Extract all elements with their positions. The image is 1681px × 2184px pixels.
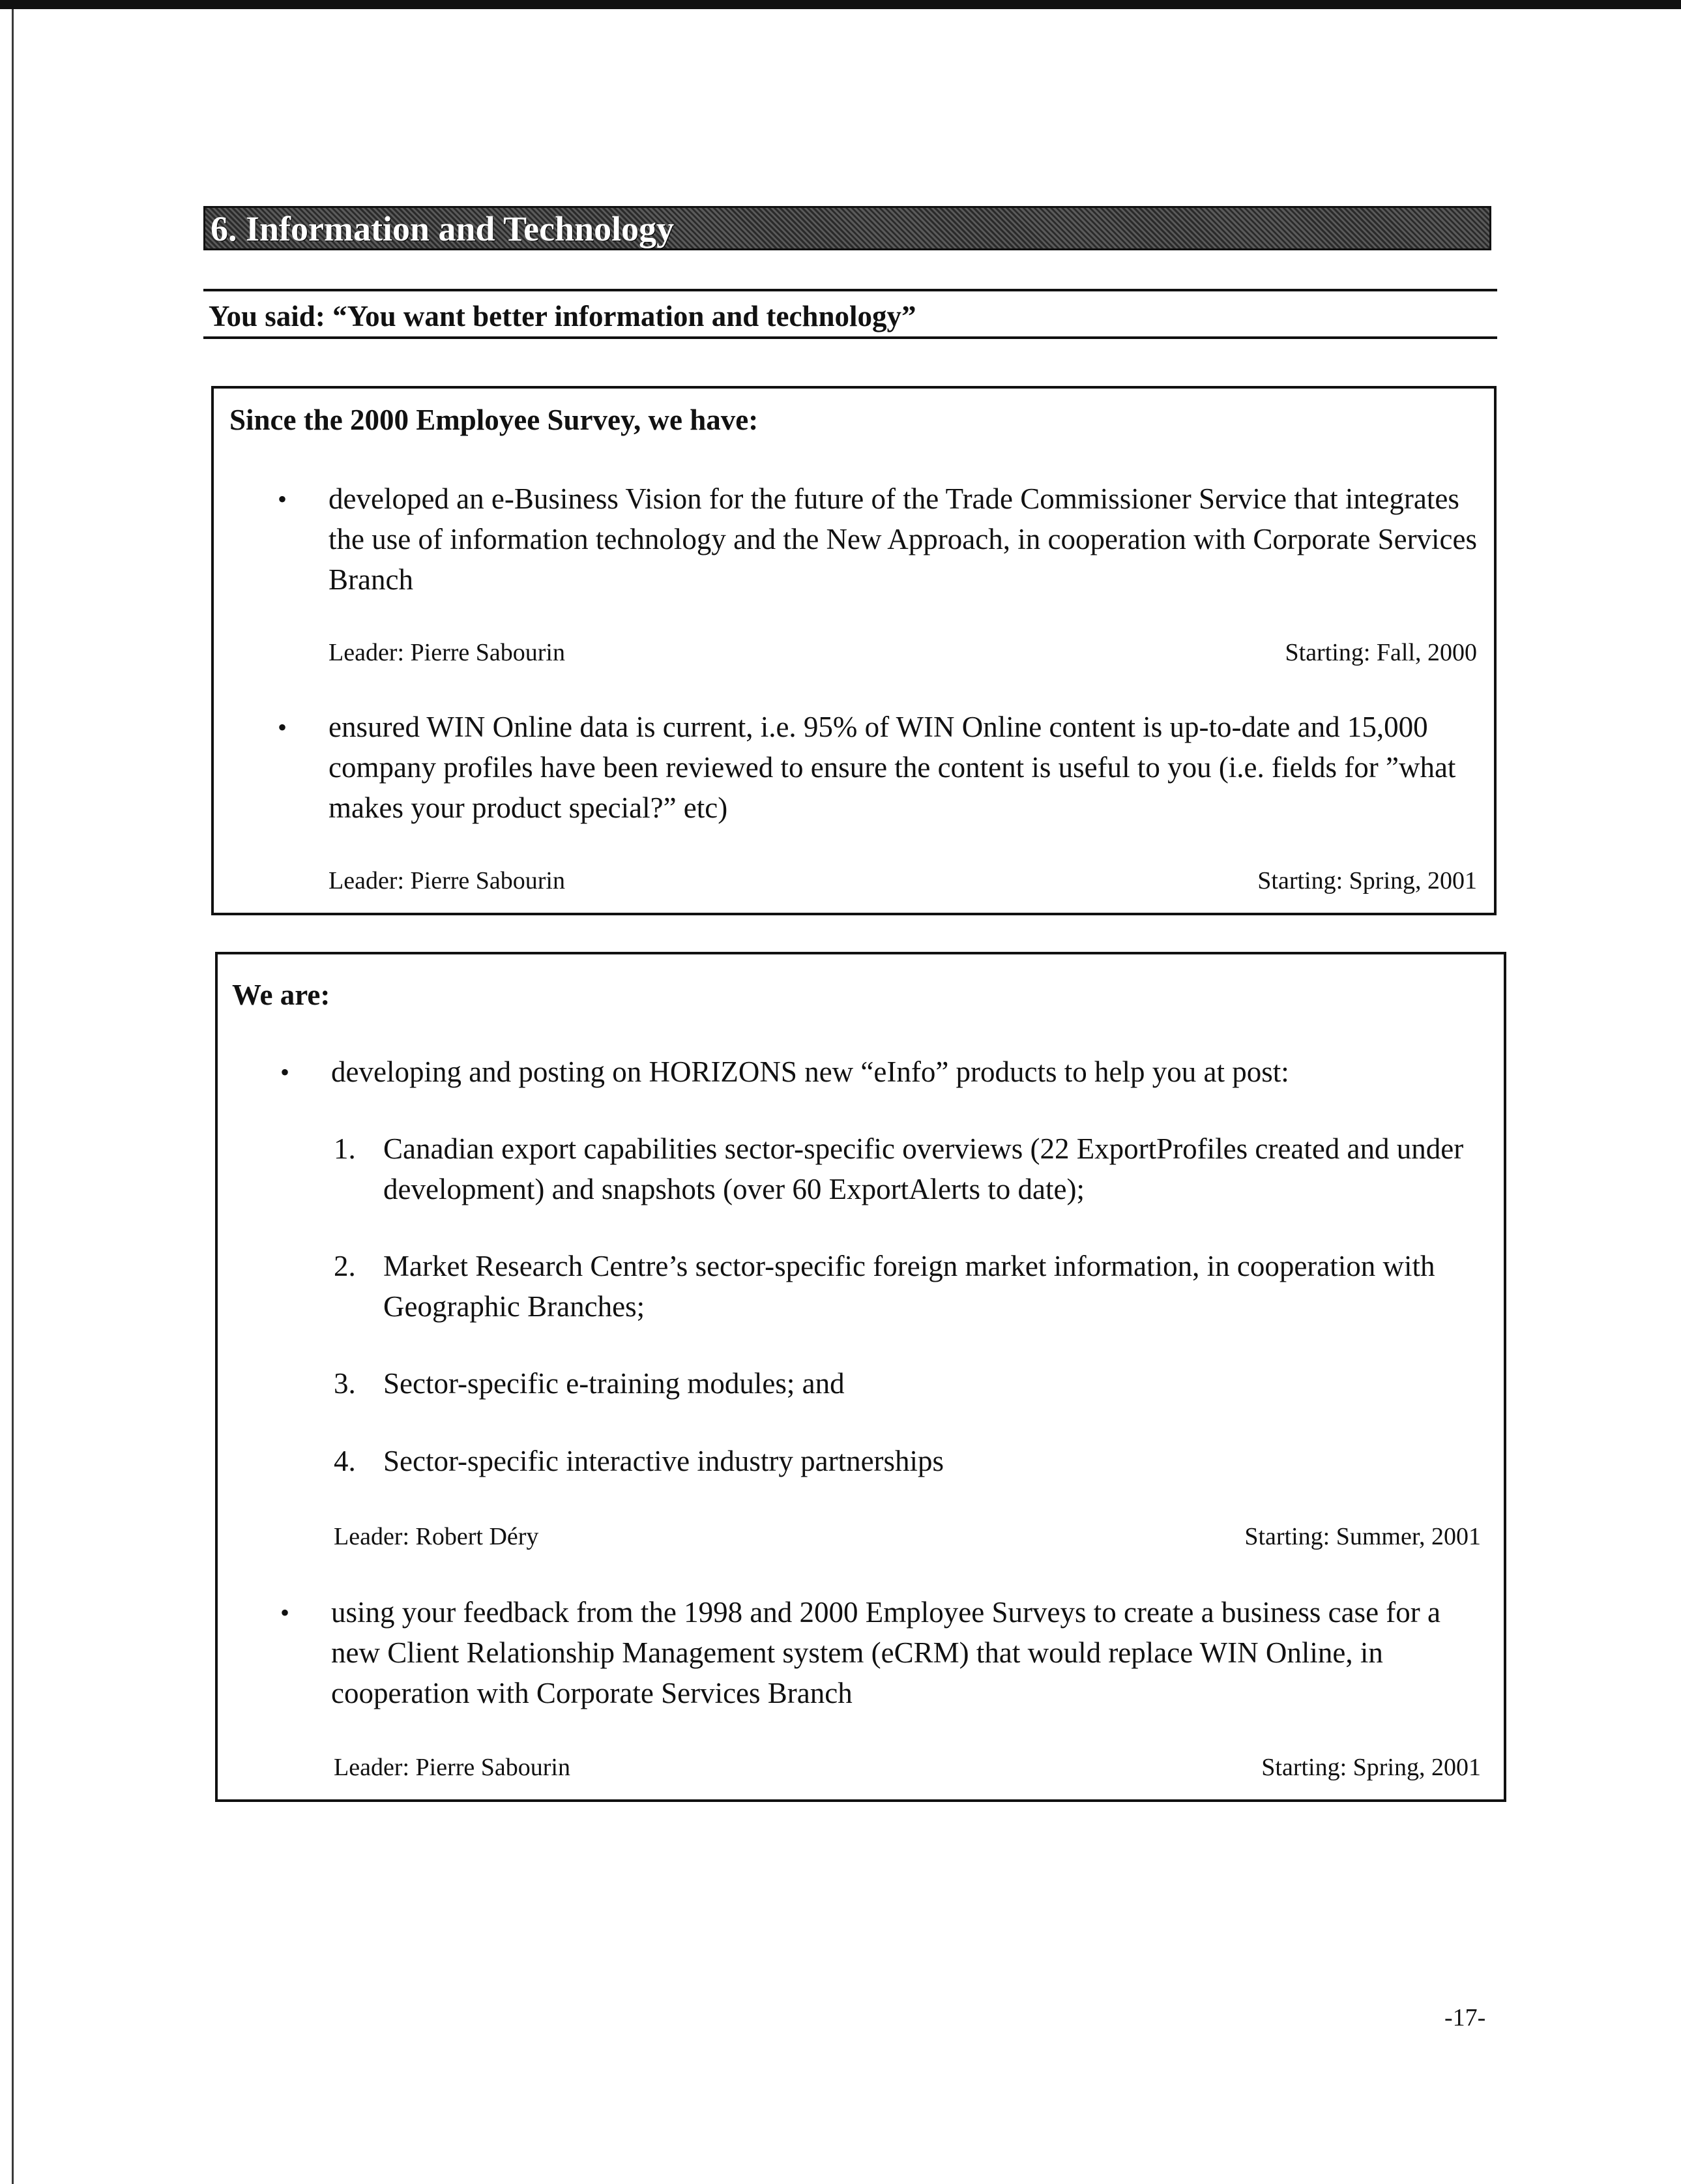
section-banner xyxy=(203,206,1491,250)
page-number: -17- xyxy=(1444,2004,1486,2031)
bullet-marker: • xyxy=(280,1057,290,1087)
bullet-marker: • xyxy=(278,484,287,514)
we-are-item-1-leader: Leader: Robert Déry xyxy=(334,1523,539,1550)
since-item-1-leader: Leader: Pierre Sabourin xyxy=(329,639,565,666)
header-rule-bottom xyxy=(203,336,1497,339)
bullet-marker: • xyxy=(280,1598,290,1627)
subitem-1-number: 1. xyxy=(334,1132,356,1165)
subitem-4-number: 4. xyxy=(334,1445,356,1477)
since-item-2-starting: Starting: Spring, 2001 xyxy=(1257,867,1477,894)
scan-edge-left xyxy=(12,9,14,2184)
we-are-heading: We are: xyxy=(232,979,330,1011)
since-item-1-starting: Starting: Fall, 2000 xyxy=(1285,639,1477,666)
bullet-marker: • xyxy=(278,713,287,742)
subitem-3-number: 3. xyxy=(334,1367,356,1400)
subitem-2-text: Market Research Centre’s sector-specific foreign market information, in cooperation with Geographic Branches; xyxy=(383,1250,1435,1323)
we-are-item-1-text: developing and posting on HORIZONS new “eInfo” products to help you at post: xyxy=(331,1055,1289,1088)
we-are-item-2-text: using your feedback from the 1998 and 2000 Employee Surveys to create a business case for a new Client Relationship Management system (eCRM) that would replace WIN Online, in cooperation with Corporate Services Branch xyxy=(331,1596,1440,1709)
we-are-item-2-leader: Leader: Pierre Sabourin xyxy=(334,1754,570,1781)
scan-edge-top xyxy=(0,0,1681,9)
subitem-3-text: Sector-specific e-training modules; and xyxy=(383,1367,845,1400)
subitem-4-text: Sector-specific interactive industry partnerships xyxy=(383,1445,944,1477)
we-are-item-1-starting: Starting: Summer, 2001 xyxy=(1244,1523,1481,1550)
since-item-1-text: developed an e-Business Vision for the future of the Trade Commissioner Service that integrates the use of information technology and the New Approach, in cooperation with Corporate Services Branch xyxy=(329,482,1478,596)
subitem-1-text: Canadian export capabilities sector-specific overviews (22 ExportProfiles created and under development) and snapshots (over 60 ExportAlerts to date); xyxy=(383,1132,1464,1205)
subitem-2-number: 2. xyxy=(334,1250,356,1282)
you-said-heading: You said: “You want better information and technology” xyxy=(209,300,916,332)
we-are-item-2-starting: Starting: Spring, 2001 xyxy=(1261,1754,1481,1781)
since-item-2-leader: Leader: Pierre Sabourin xyxy=(329,867,565,894)
since-survey-heading: Since the 2000 Employee Survey, we have: xyxy=(229,404,759,436)
since-item-2-text: ensured WIN Online data is current, i.e. 95% of WIN Online content is up-to-date and 15,000 company profiles have been reviewed to ensure the content is useful to you (i.e. fields for ”what makes your product special?” etc) xyxy=(329,711,1456,824)
header-rule-top xyxy=(203,289,1497,291)
section-title: 6. Information and Technology xyxy=(211,209,675,248)
